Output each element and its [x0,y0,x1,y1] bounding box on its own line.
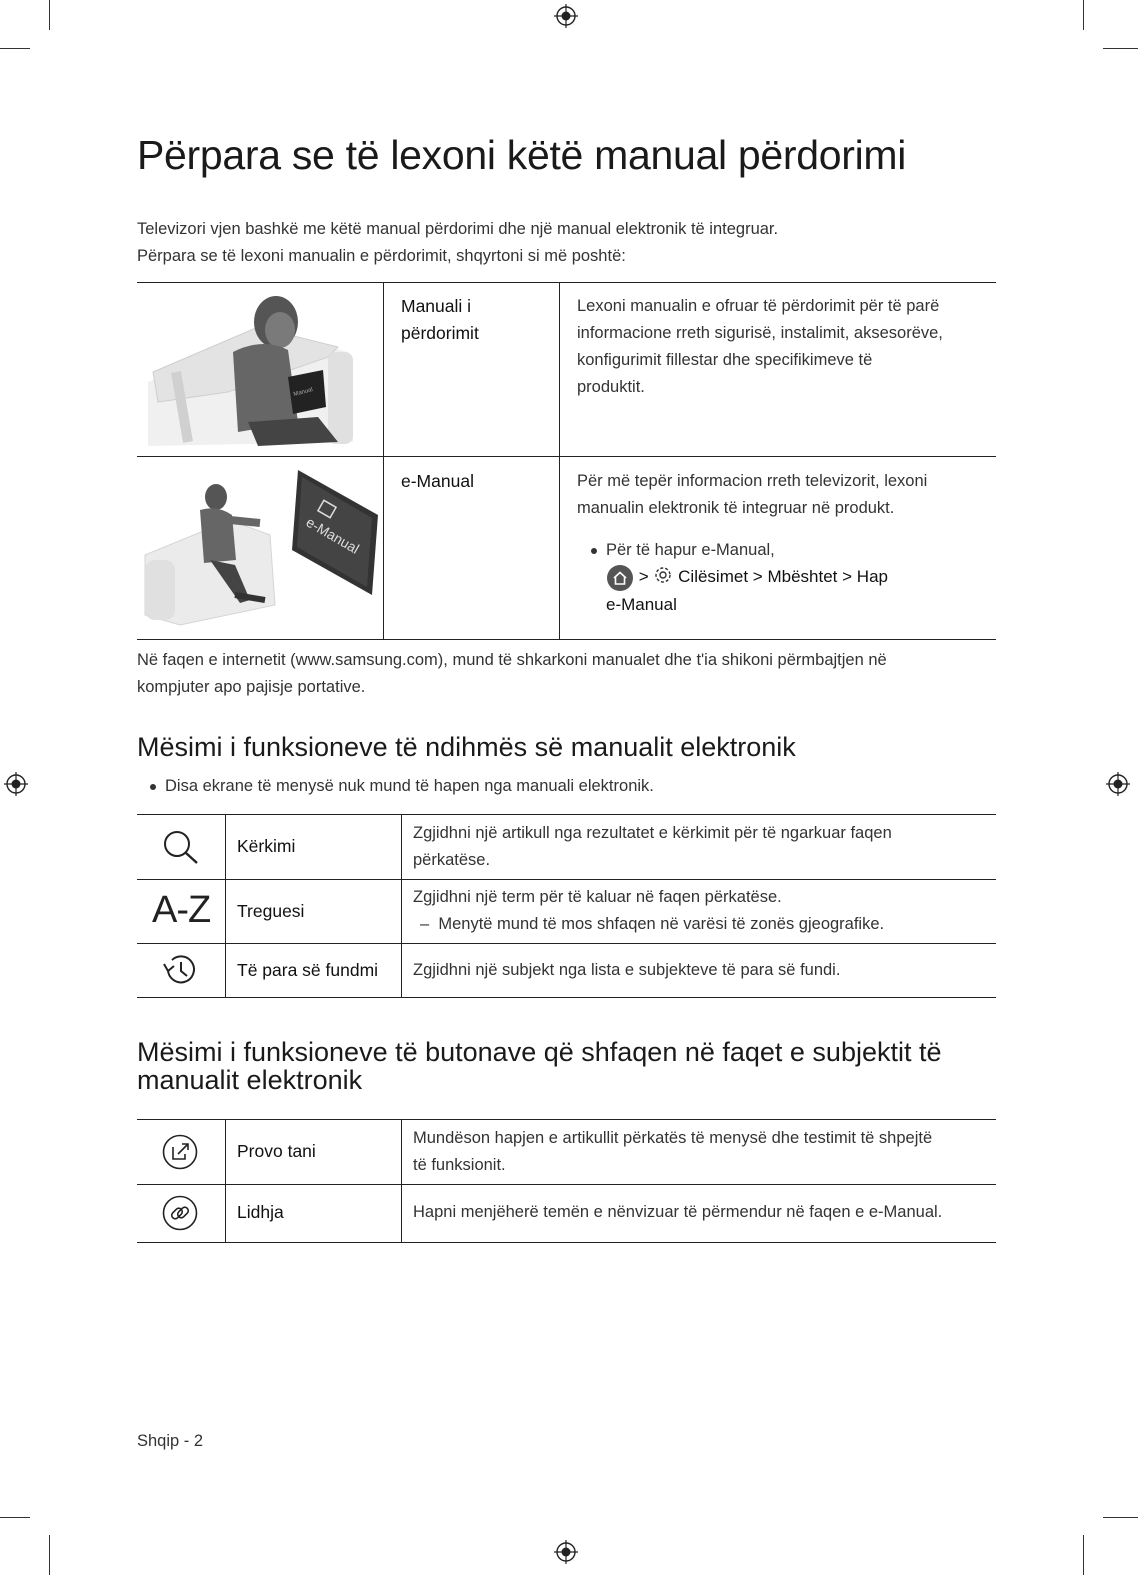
feature-description: Hapni menjëherë temën e nënvizuar të përmendur në faqen e e-Manual. [413,1203,943,1221]
manual-description: Për më tepër informacion rreth televizorit, lexoni manualin elektronik të integruar në produkt. [577,472,928,517]
bullet-item: Për të hapur e-Manual, [591,537,775,564]
registration-mark-icon [1106,772,1130,796]
registration-mark-icon [4,772,28,796]
emanual-tv-label: e-Manual [303,513,363,557]
section-heading: Mësimi i funksioneve të ndihmës së manualit elektronik [137,732,796,762]
crop-mark [1103,1517,1138,1518]
feature-description: Zgjidhni një artikull nga rezultatet e kërkimit për të ngarkuar faqen përkatëse. [413,824,892,869]
path-open-target: e-Manual [606,595,677,614]
intro-text: Televizori vjen bashkë me këtë manual përdorimi dhe një manual elektronik të integruar. Përpara se të lexoni manualin e përdorimit, shqyrtoni si më poshtë: [137,220,779,265]
emanual-tv-illustration [140,465,380,630]
feature-description: Zgjidhni një term për të kaluar në faqen përkatëse. – Menytë mund të mos shfaqen në varësi të zonës gjeografike. [413,884,884,938]
bullet-dot [591,548,597,554]
path-separator: > [638,567,649,586]
menu-path: > Cilësimet > Mbështet > Hap [606,563,888,591]
feature-label: Treguesi [237,901,305,921]
feature-note: – Menytë mund të mos shfaqen në varësi të zonës gjeografike. [420,915,885,933]
crop-mark [0,1517,30,1518]
bullet-dot [150,784,156,790]
crop-mark [1083,1535,1084,1575]
crop-mark [1103,48,1138,49]
gear-icon [653,565,673,585]
feature-label: Provo tani [237,1141,316,1161]
path-support: Mbështet [767,567,838,586]
page-title: Përpara se të lexoni këtë manual përdorimi [137,132,907,178]
manual-name: e-Manual [401,471,474,491]
web-note: Në faqen e internetit (www.samsung.com), mund të shkarkoni manualet dhe t'ia shikoni përmbajtjen në kompjuter apo pajisje portative. [137,651,887,696]
section-heading: Mësimi i funksioneve të butonave që shfaqen në faqet e subjektit të manualit elektronik [137,1037,942,1095]
search-icon [160,828,202,866]
crop-mark [49,1535,50,1575]
manual-name: Manuali i përdorimit [401,296,479,343]
home-icon [606,565,634,591]
registration-mark-icon [554,1540,578,1564]
feature-label: Lidhja [237,1202,284,1222]
crop-mark [49,0,50,30]
path-settings: Cilësimet [678,567,749,586]
page-footer: Shqip - 2 [137,1432,204,1450]
crop-mark [0,48,30,49]
manual-description: Lexoni manualin e ofruar të përdorimit për të parë informacione rreth sigurisë, instalimit, aksesorëve, konfigurimit fillestar dhe specifikimeve të produktit. [577,297,943,396]
feature-label: Kërkimi [237,836,296,856]
feature-description: Zgjidhni një subjekt nga lista e subjekteve të para së fundi. [413,961,841,979]
reading-manual-illustration [148,292,370,446]
try-now-icon [162,1134,198,1170]
bullet-item: Disa ekrane të menysë nuk mund të hapen nga manuali elektronik. [150,777,654,796]
az-index-icon: A-Z [152,889,211,931]
reading-manual-illustration-label: Manual [292,387,314,398]
crop-mark [1083,0,1084,30]
registration-mark-icon [554,4,578,28]
feature-description: Mundëson hapjen e artikullit përkatës të menysë dhe testimit të shpejtë të funksionit. [413,1129,933,1174]
history-icon [160,952,200,988]
path-open: Hap [856,567,888,586]
feature-label: Të para së fundmi [237,960,379,980]
link-icon [162,1195,198,1231]
